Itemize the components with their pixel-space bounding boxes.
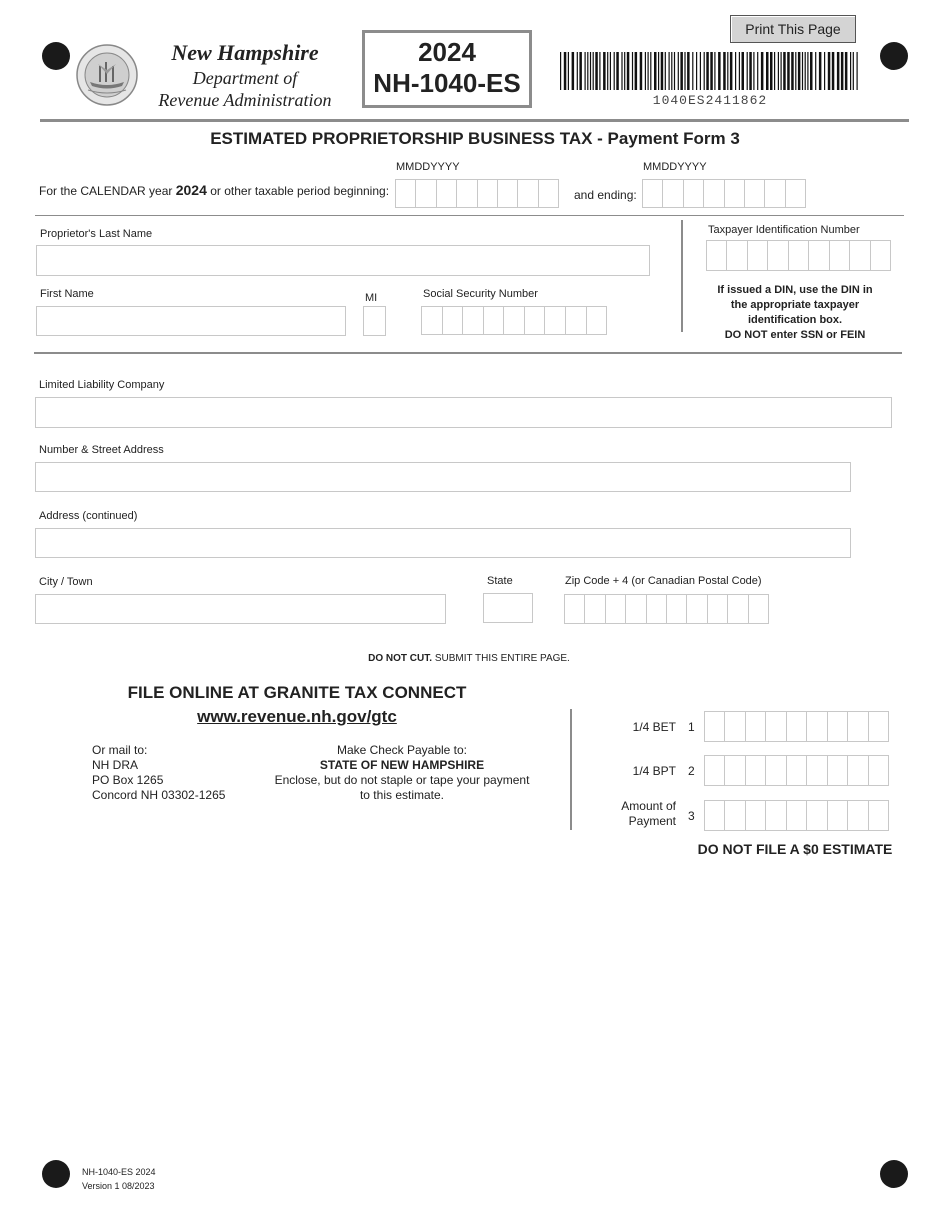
street-label: Number & Street Address (39, 444, 164, 456)
barcode (560, 52, 860, 90)
tin-label: Taxpayer Identification Number (708, 224, 860, 236)
state-seal-icon (76, 44, 138, 106)
zero-estimate-warning: DO NOT FILE A $0 ESTIMATE (697, 841, 893, 857)
line3-label-a: Amount of (621, 799, 676, 813)
last-name-label: Proprietor's Last Name (40, 228, 153, 240)
file-online-heading: FILE ONLINE AT GRANITE TAX CONNECT (127, 683, 467, 702)
mail-line: NH DRA (92, 758, 139, 772)
din-note-line: the appropriate taxpayer (730, 299, 860, 311)
period-prefix: For the CALENDAR year (39, 184, 173, 198)
check-note: Enclose, but do not staple or tape your payment (274, 773, 530, 787)
din-note-line: identification box. (747, 314, 843, 326)
check-note: to this estimate. (359, 788, 445, 802)
check-payee: STATE OF NEW HAMPSHIRE (319, 758, 485, 772)
line1-number: 1 (688, 720, 695, 734)
line1-label: 1/4 BET (632, 720, 676, 734)
mi-input[interactable] (363, 306, 386, 336)
din-note-line: If issued a DIN, use the DIN in (717, 284, 873, 296)
check-payable-block (262, 743, 542, 803)
first-name-label: First Name (40, 288, 94, 300)
line3-number: 3 (688, 809, 695, 823)
address2-input[interactable] (35, 528, 851, 558)
llc-input[interactable] (35, 397, 892, 428)
header-divider (40, 119, 909, 122)
tin-input[interactable] (706, 240, 891, 271)
line2-label: 1/4 BPT (632, 764, 676, 778)
line3-label (600, 799, 676, 829)
form-footer (82, 1165, 156, 1193)
registration-mark-bottom-left (42, 1160, 70, 1188)
registration-mark-bottom-right (880, 1160, 908, 1188)
print-page-button[interactable]: Print This Page (730, 15, 856, 43)
city-label: City / Town (39, 576, 93, 588)
period-suffix: or other taxable period beginning: (210, 184, 390, 198)
mi-label: MI (365, 292, 378, 304)
registration-mark-top-left (42, 42, 70, 70)
mail-line: PO Box 1265 (92, 773, 164, 787)
payment-amount-input[interactable] (704, 800, 889, 831)
form-number: NH-1040-ES (373, 68, 521, 98)
line3-label-b: Payment (628, 814, 676, 828)
agency-name: New Hampshire (171, 40, 319, 65)
ssn-input[interactable] (421, 306, 607, 335)
mail-line: Or mail to: (92, 743, 148, 757)
state-label: State (487, 575, 513, 587)
form-id-box (362, 30, 532, 108)
agency-department: Department of (192, 68, 298, 88)
agency-division: Revenue Administration (158, 90, 332, 110)
do-not-cut-note (0, 653, 938, 664)
footer-form-line: NH-1040-ES 2024 (82, 1167, 156, 1177)
mailing-address (92, 743, 225, 803)
check-title: Make Check Payable to: (336, 743, 468, 757)
ssn-label: Social Security Number (423, 288, 538, 300)
period-text (39, 182, 389, 198)
address2-label: Address (continued) (39, 510, 138, 522)
period-year: 2024 (175, 182, 207, 198)
din-note (700, 283, 890, 343)
registration-mark-top-right (880, 42, 908, 70)
tin-divider (681, 220, 683, 332)
city-input[interactable] (35, 594, 446, 624)
bet-amount-input[interactable] (704, 711, 889, 742)
section-divider-2 (34, 352, 902, 354)
do-not-cut-bold: DO NOT CUT. (368, 653, 433, 664)
form-title: ESTIMATED PROPRIETORSHIP BUSINESS TAX - Payment Form 3 (210, 129, 740, 148)
end-date-format: MMDDYYYY (643, 161, 707, 173)
period-end-date-input[interactable] (642, 179, 806, 208)
first-name-input[interactable] (36, 306, 346, 336)
zip-input[interactable] (564, 594, 769, 624)
footer-version: Version 1 08/2023 (82, 1181, 155, 1191)
zip-label: Zip Code + 4 (or Canadian Postal Code) (565, 575, 762, 587)
begin-date-format: MMDDYYYY (396, 161, 460, 173)
street-input[interactable] (35, 462, 851, 492)
line2-number: 2 (688, 764, 695, 778)
mail-line: Concord NH 03302-1265 (92, 788, 226, 802)
form-year: 2024 (418, 37, 476, 67)
barcode-text: 1040ES2411862 (652, 93, 768, 108)
llc-label: Limited Liability Company (39, 379, 165, 391)
last-name-input[interactable] (36, 245, 650, 276)
state-input[interactable] (483, 593, 533, 623)
period-begin-date-input[interactable] (395, 179, 559, 208)
gtc-link[interactable]: www.revenue.nh.gov/gtc (197, 707, 397, 726)
do-not-cut-rest: SUBMIT THIS ENTIRE PAGE. (434, 653, 570, 664)
section-divider-1 (35, 215, 904, 216)
din-note-line: DO NOT enter SSN or FEIN (724, 329, 866, 341)
payment-divider (570, 709, 572, 830)
bpt-amount-input[interactable] (704, 755, 889, 786)
ending-label: and ending: (574, 188, 637, 202)
